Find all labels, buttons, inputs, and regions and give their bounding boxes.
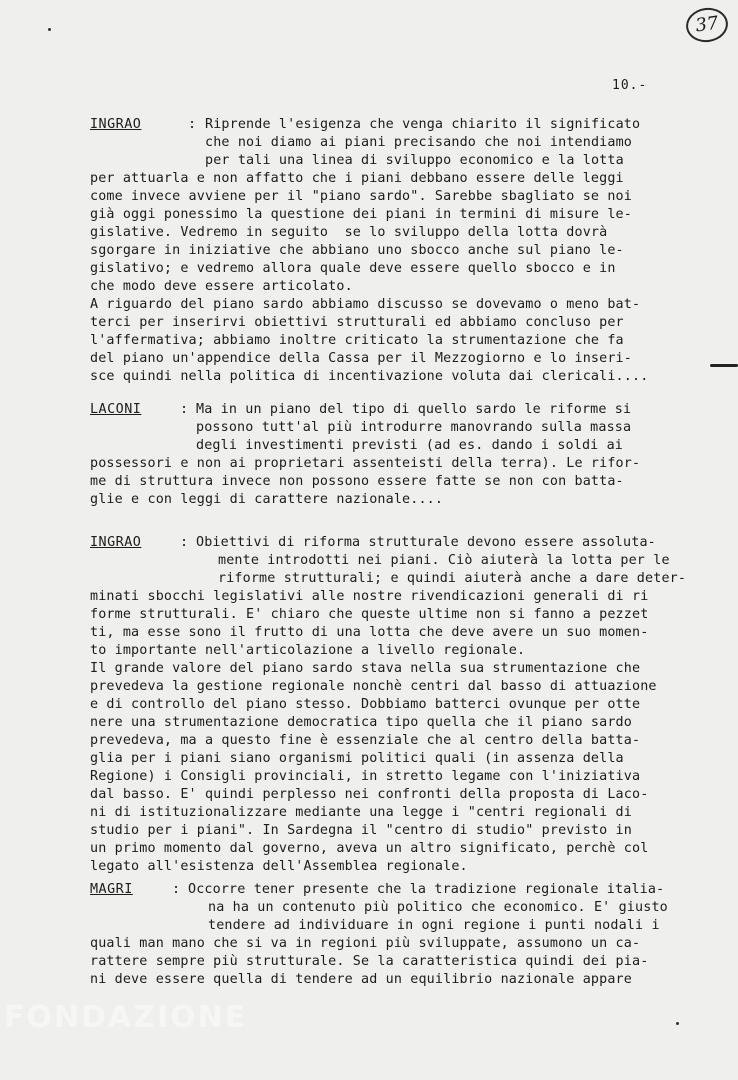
paper-speck (676, 1022, 679, 1025)
text-line: come invece avviene per il "piano sardo". Sarebbe sbagliato se noi (90, 189, 632, 204)
text-line: l'affermativa; abbiamo inoltre criticato la strumentazione che fa (90, 333, 624, 348)
speaker-colon: : (180, 535, 189, 550)
archive-number-stamp: 37 (684, 5, 730, 45)
text-line: minati sbocchi legislativi alle nostre rivendicazioni generali di ri (90, 589, 649, 604)
paper-speck (48, 28, 51, 31)
text-line: ti, ma esse sono il frutto di una lotta che deve avere un suo momen- (90, 625, 649, 640)
speaker-colon: : (188, 117, 197, 132)
text-line: Ma in un piano del tipo di quello sardo le riforme si (196, 402, 632, 417)
speaker-name: INGRAO (90, 117, 142, 132)
page-number: 10.- (612, 78, 648, 93)
text-line: già oggi ponessimo la questione dei piani in termini di misure le- (90, 207, 632, 222)
text-line: studio per i piani". In Sardegna il "centro di studio" previsto in (90, 823, 632, 838)
speaker-name: INGRAO (90, 535, 142, 550)
text-line: forme strutturali. E' chiaro che queste ultime non si fanno a pezzet (90, 607, 649, 622)
text-line: sgorgare in iniziative che abbiano uno sbocco anche sul piano le- (90, 243, 624, 258)
text-line: del piano un'appendice della Cassa per il Mezzogiorno e lo inseri- (90, 351, 632, 366)
text-line: nere una strumentazione democratica tipo quella che il piano sardo (90, 715, 632, 730)
text-line: che noi diamo ai piani precisando che noi intendiamo (205, 135, 633, 150)
speaker-name: LACONI (90, 402, 142, 417)
text-line: ni di istituzionalizzare mediante una legge i "centri regionali di (90, 805, 632, 820)
text-line: terci per inserirvi obiettivi strutturali ed abbiamo concluso per (90, 315, 624, 330)
text-line: che modo deve essere articolato. (90, 279, 353, 294)
text-line: riforme strutturali; e quindi aiuterà anche a dare deter- (218, 571, 687, 586)
text-line: possessori e non ai proprietari assenteisti della terra). Le rifor- (90, 456, 641, 471)
text-line: Occorre tener presente che la tradizione regionale italia- (188, 882, 665, 897)
margin-mark (710, 364, 738, 367)
text-line: per tali una linea di sviluppo economico e la lotta (205, 153, 624, 168)
text-line: A riguardo del piano sardo abbiamo discusso se dovevamo o meno bat- (90, 297, 641, 312)
text-line: gislative. Vedremo in seguito se lo sviluppo della lotta dovrà (90, 225, 608, 240)
text-line: Obiettivi di riforma strutturale devono essere assoluta- (196, 535, 656, 550)
text-line: me di struttura invece non possono essere fatte se non con batta- (90, 474, 624, 489)
text-line: ni deve essere quella di tendere ad un equilibrio nazionale appare (90, 972, 632, 987)
text-line: glie e con leggi di carattere nazionale.... (90, 492, 444, 507)
text-line: dal basso. E' quindi perplesso nei confronti della proposta di Laco- (90, 787, 649, 802)
text-line: e di controllo del piano stesso. Dobbiamo batterci ovunque per otte (90, 697, 641, 712)
text-line: tendere ad individuare in ogni regione i punti nodali i (208, 918, 660, 933)
text-line: legato all'esistenza dell'Assemblea regionale. (90, 859, 468, 874)
speaker-colon: : (172, 882, 181, 897)
text-line: glia per i piani siano organismi politici quali (in assenza della (90, 751, 624, 766)
speaker-colon: : (180, 402, 189, 417)
text-line: prevedeva la gestione regionale nonchè centri dal basso di attuazione (90, 679, 657, 694)
text-line: Il grande valore del piano sardo stava nella sua strumentazione che (90, 661, 641, 676)
text-line: Riprende l'esigenza che venga chiarito il significato (205, 117, 641, 132)
speaker-name: MAGRI (90, 882, 133, 897)
archive-watermark: FONDAZIONE (4, 1000, 248, 1035)
text-line: mente introdotti nei piani. Ciò aiuterà la lotta per le (218, 553, 670, 568)
text-line: possono tutt'al più introdurre manovrando sulla massa (196, 420, 632, 435)
text-line: prevedeva, ma a questo fine è essenziale che al centro della batta- (90, 733, 641, 748)
text-line: to importante nell'articolazione a livello regionale. (90, 643, 526, 658)
text-line: gislativo; e vedremo allora quale deve essere quello sbocco e in (90, 261, 616, 276)
text-line: na ha un contenuto più politico che economico. E' giusto (208, 900, 668, 915)
text-line: sce quindi nella politica di incentivazione voluta dai clericali.... (90, 369, 649, 384)
text-line: Regione) i Consigli provinciali, in stretto legame con l'iniziativa (90, 769, 641, 784)
text-line: degli investimenti previsti (ad es. dando i soldi ai (196, 438, 624, 453)
text-line: quali man mano che si va in regioni più sviluppate, assumono un ca- (90, 936, 641, 951)
text-line: un primo momento dal governo, aveva un altro significato, perchè col (90, 841, 649, 856)
text-line: per attuarla e non affatto che i piani debbano essere delle leggi (90, 171, 624, 186)
text-line: rattere sempre più strutturale. Se la caratteristica quindi dei pia- (90, 954, 649, 969)
